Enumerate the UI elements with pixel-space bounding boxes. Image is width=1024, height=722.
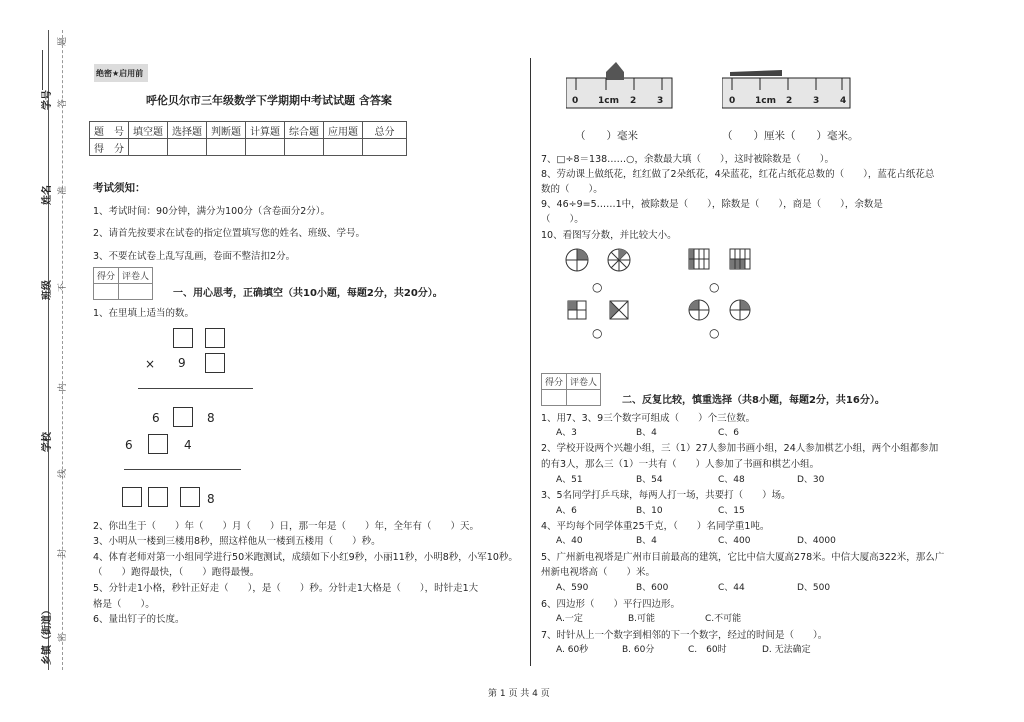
answer-box[interactable]: [122, 487, 142, 507]
choice-option[interactable]: A.一定: [556, 614, 583, 624]
score-head: 应用题: [324, 122, 363, 139]
score-head: 填空题: [129, 122, 168, 139]
question-text: 8、劳动课上做纸花，红红做了2朵纸花，4朵蓝花，红花占纸花总数的（ ），蓝花占纸花总: [541, 169, 935, 180]
answer-box[interactable]: [173, 328, 193, 348]
seal-char: 内: [58, 382, 68, 392]
grader-box-2: [541, 373, 601, 406]
compare-circle[interactable]: ○: [709, 280, 720, 294]
grader-score-label: 得分: [94, 268, 119, 284]
grader-cell[interactable]: [94, 284, 119, 300]
question-text: 2、你出生于（ ）年（ ）月（ ）日，那一年是（ ）年，全年有（ ）天。: [93, 521, 480, 532]
choice-question: 6、四边形（ ）平行四边形。: [541, 599, 681, 610]
digit-8: 8: [207, 411, 215, 425]
question-text: 7、□÷8＝138……○，余数最大填（ ），这时被除数是（ ）。: [541, 154, 834, 165]
seal-char: 密: [58, 632, 68, 642]
choice-option[interactable]: B、10: [636, 506, 663, 516]
choice-option[interactable]: C、6: [718, 428, 740, 438]
choice-option[interactable]: B. 60分: [622, 645, 655, 655]
grader-cell[interactable]: [542, 390, 567, 406]
margin-label-township: 乡镇（街道）: [42, 605, 53, 665]
fraction-figures: [686, 246, 776, 326]
seal-char: 准: [58, 185, 68, 195]
answer-box[interactable]: [148, 434, 168, 454]
compare-circle[interactable]: ○: [592, 280, 603, 294]
digit-9: 9: [178, 356, 186, 370]
question-text: （ ）。: [541, 214, 584, 225]
notice-heading: 考试须知：: [93, 182, 146, 194]
choice-option[interactable]: C、48: [718, 475, 745, 485]
notice-item: 2、请首先按要求在试卷的指定位置填写您的姓名、班级、学号。: [93, 228, 366, 239]
question-text: 格是（ ）。: [93, 599, 155, 610]
seal-char: 封: [58, 548, 68, 558]
score-table: [89, 121, 407, 156]
digit-8: 8: [207, 492, 215, 506]
choice-question: 5、广州新电视塔是广州市目前最高的建筑，它比中信大厦高278米。中信大厦高322米，那么广: [541, 552, 945, 563]
choice-option[interactable]: A、6: [556, 506, 577, 516]
choice-option[interactable]: C、15: [718, 506, 745, 516]
margin-label-name: 姓名: [42, 185, 53, 205]
question-text: 4、体育老师对第一小组同学进行50米跑测试，成绩如下小红9秒，小丽11秒，小明8秒，小军10秒。: [93, 552, 518, 563]
choice-question: 4、平均每个同学体重25千克，（ ）名同学重1吨。: [541, 521, 770, 532]
score-head: 计算题: [246, 122, 285, 139]
question-text: （ ）跑得最快，（ ）跑得最慢。: [93, 567, 260, 578]
choice-option[interactable]: B、4: [636, 536, 657, 546]
answer-box[interactable]: [180, 487, 200, 507]
score-head: 选择题: [168, 122, 207, 139]
rule-line: [124, 469, 241, 470]
choice-option[interactable]: A、40: [556, 536, 583, 546]
choice-option[interactable]: B.可能: [628, 614, 656, 624]
score-cell[interactable]: [168, 139, 207, 156]
score-cell[interactable]: [324, 139, 363, 156]
choice-option[interactable]: D、500: [797, 583, 831, 593]
student-id-line: [42, 50, 43, 90]
answer-box[interactable]: [205, 328, 225, 348]
section2-title: 二、反复比较，慎重选择（共8小题，每题2分，共16分）。: [622, 395, 885, 406]
grader-score-label: 得分: [542, 374, 567, 390]
score-head: 综合题: [285, 122, 324, 139]
question-text: 数的（ ）。: [541, 184, 603, 195]
choice-option[interactable]: B、600: [636, 583, 669, 593]
confidential-tag: 绝密★启用前: [94, 64, 148, 82]
ruler-figure-left: [566, 60, 676, 115]
choice-question: 州新电视塔高（ ）米。: [541, 567, 656, 578]
compare-circle[interactable]: ○: [709, 326, 720, 340]
choice-option[interactable]: A、51: [556, 475, 583, 485]
ruler-answer-1: （ ）毫米: [575, 130, 638, 142]
margin-label-student-id: 学号: [42, 90, 53, 110]
grader-cell[interactable]: [119, 284, 153, 300]
choice-option[interactable]: A、590: [556, 583, 589, 593]
section1-title: 一、用心思考，正确填空（共10小题，每题2分，共20分）。: [173, 288, 443, 299]
choice-option[interactable]: A、3: [556, 428, 577, 438]
notice-item: 1、考试时间：90分钟，满分为100分（含卷面分2分）。: [93, 206, 331, 217]
choice-option[interactable]: C、400: [718, 536, 751, 546]
grader-box-1: [93, 267, 153, 300]
choice-option[interactable]: B、54: [636, 475, 663, 485]
choice-option[interactable]: C. 60时: [688, 645, 727, 655]
answer-box[interactable]: [148, 487, 168, 507]
question-text: 6、量出钉子的长度。: [93, 614, 185, 625]
margin-label-class: 班级: [42, 280, 53, 300]
score-cell[interactable]: [207, 139, 246, 156]
ruler-tick-label: 2: [786, 96, 793, 106]
choice-question: 7、时针从上一个数字到相邻的下一个数字，经过的时间是（ ）。: [541, 630, 828, 641]
seal-char: 答: [58, 98, 68, 108]
answer-box[interactable]: [173, 407, 193, 427]
seal-char: 线: [58, 468, 68, 478]
page-title: 呼伦贝尔市三年级数学下学期期中考试试题 含答案: [146, 94, 392, 107]
seal-char: 不: [58, 282, 68, 292]
question-text: 3、小明从一楼到三楼用8秒，照这样他从一楼到五楼用（ ）秒。: [93, 536, 381, 547]
ruler-tick-label: 1cm: [598, 96, 619, 106]
q1-text: 1、在里填上适当的数。: [93, 308, 195, 319]
compare-circle[interactable]: ○: [592, 326, 603, 340]
seal-dashed-line: [62, 30, 63, 670]
ruler-tick-label: 0: [729, 96, 736, 106]
question-text: 5、分针走1小格，秒针正好走（ ），是（ ）秒。分针走1大格是（ ），时针走1大: [93, 583, 479, 594]
question-text: 10、看图写分数，并比较大小。: [541, 230, 677, 241]
score-cell[interactable]: [285, 139, 324, 156]
question-text: 9、46÷9=5……1中，被除数是（ ），除数是（ ），商是（ ），余数是: [541, 199, 883, 210]
score-head: 总分: [363, 122, 407, 139]
grader-cell[interactable]: [567, 390, 601, 406]
page-footer: 第 1 页 共 4 页: [488, 689, 550, 699]
ruler-tick-label: 4: [840, 96, 847, 106]
choice-option[interactable]: D. 无法确定: [762, 645, 811, 655]
column-divider: [530, 58, 531, 666]
notice-item: 3、不要在试卷上乱写乱画，卷面不整洁扣2分。: [93, 251, 296, 262]
score-label: 得 分: [90, 139, 129, 156]
grader-reviewer-label: 评卷人: [119, 268, 153, 284]
ruler-tick-label: 3: [813, 96, 820, 106]
choice-question: 3、5名同学打乒乓球，每两人打一场，共要打（ ）场。: [541, 490, 791, 501]
choice-option[interactable]: D、4000: [797, 536, 836, 546]
digit-6: 6: [152, 411, 160, 425]
score-head: 判断题: [207, 122, 246, 139]
choice-option[interactable]: C、44: [718, 583, 745, 593]
score-head: 题 号: [90, 122, 129, 139]
ruler-tick-label: 1cm: [755, 96, 776, 106]
ruler-figure-right: [722, 60, 854, 115]
choice-option[interactable]: C.不可能: [705, 614, 742, 624]
choice-question: 1、用7、3、9三个数字可组成（ ）个三位数。: [541, 413, 756, 424]
seal-char: 题: [58, 36, 68, 46]
score-cell[interactable]: [363, 139, 407, 156]
times-sign: ×: [145, 357, 156, 371]
score-cell[interactable]: [129, 139, 168, 156]
ruler-answer-2: （ ）厘米（ ）毫米。: [722, 130, 859, 142]
answer-box[interactable]: [205, 353, 225, 373]
choice-option[interactable]: A. 60秒: [556, 645, 589, 655]
margin-label-school: 学校: [42, 432, 53, 452]
digit-6: 6: [125, 438, 133, 452]
ruler-tick-label: 0: [572, 96, 579, 106]
choice-option[interactable]: B、4: [636, 428, 657, 438]
choice-option[interactable]: D、30: [797, 475, 825, 485]
score-cell[interactable]: [246, 139, 285, 156]
choice-question: 2、学校开设两个兴趣小组，三（1）27人参加书画小组，24人参加棋艺小组，两个小组都参加: [541, 443, 939, 454]
grader-reviewer-label: 评卷人: [567, 374, 601, 390]
choice-question: 的有3人，那么三（1）一共有（ ）人参加了书画和棋艺小组。: [541, 459, 820, 470]
rule-line: [138, 388, 253, 389]
margin-line: [48, 30, 49, 670]
ruler-tick-label: 2: [630, 96, 637, 106]
ruler-tick-label: 3: [657, 96, 664, 106]
digit-4: 4: [184, 438, 192, 452]
